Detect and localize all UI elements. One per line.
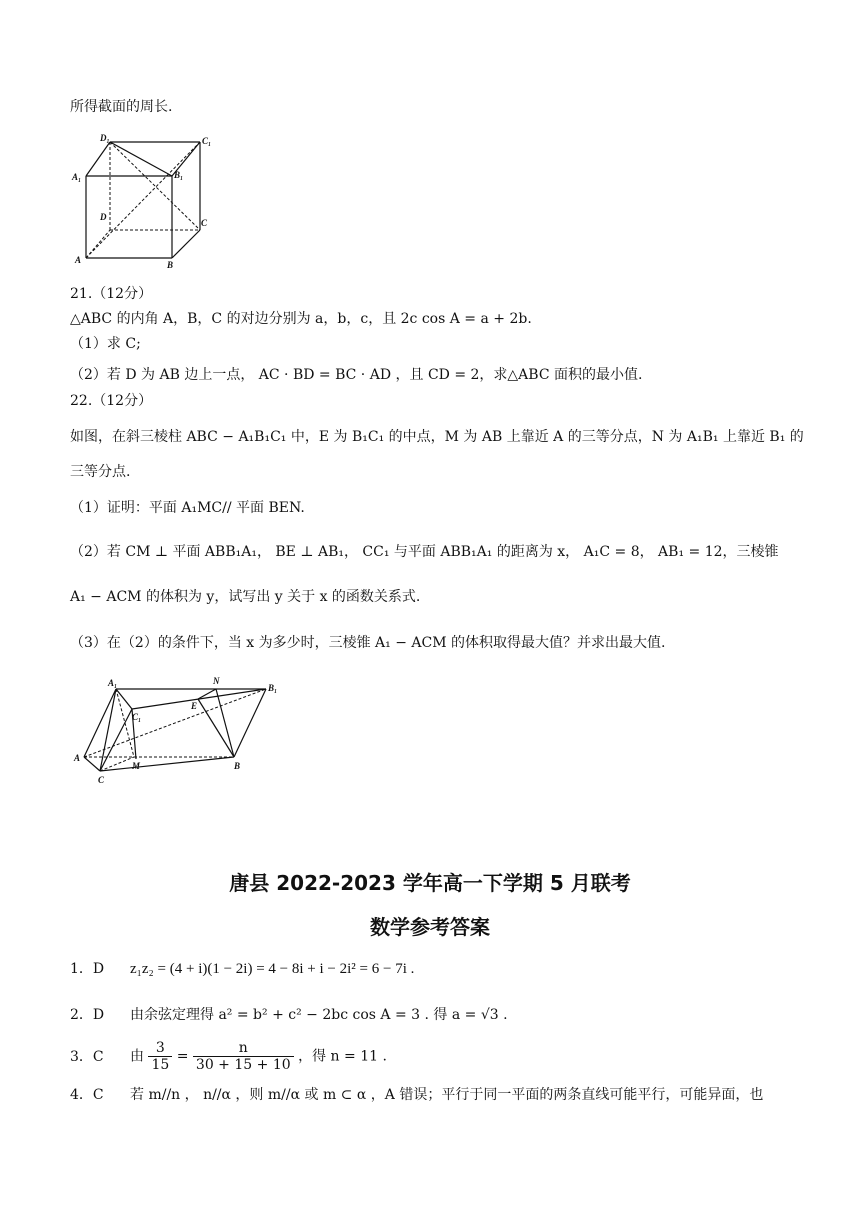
prism-label: C₁ xyxy=(132,712,142,722)
question-stem: △ABC 的内角 A，B，C 的对边分别为 a，b，c，且 2c cos A = a + 2b. xyxy=(70,311,532,327)
prism-label: B₁ xyxy=(268,683,278,693)
answer-text: 若 m//n ， n//α ，则 m//α 或 m ⊂ α ，A 错误；平行于同一平面的两条直线可能平行，可能异面，也 xyxy=(130,1087,764,1103)
question-stem: 三等分点. xyxy=(70,464,131,480)
prism-label: A₁ xyxy=(108,678,118,688)
cube-label: C₁ xyxy=(202,136,212,146)
question-part: （1）证明：平面 A₁MC// 平面 BEN. xyxy=(70,500,305,516)
prism-label: B xyxy=(234,761,241,771)
prism-label: E xyxy=(191,701,198,711)
fraction: $\frac{n}{30 + 15 + 10}$ xyxy=(193,1040,294,1073)
prism-label: N xyxy=(213,676,220,686)
answer-item xyxy=(70,1085,763,1105)
question-part: （2）若 CM ⊥ 平面 ABB₁A₁， BE ⊥ AB₁， CC₁ 与平面 ABB₁A₁ 的距离为 x， A₁C = 8， AB₁ = 12，三棱锥 xyxy=(70,544,779,560)
cube-label: A₁ xyxy=(72,172,82,182)
cube-label: C xyxy=(201,218,208,228)
answer-text: ，得 n = 11 . xyxy=(298,1048,387,1065)
cube-label: A xyxy=(75,255,82,265)
question-header: 22.（12分） xyxy=(70,393,153,409)
equals-sign: = xyxy=(176,1048,189,1065)
fraction: $\frac{3}{15}$ xyxy=(148,1040,172,1073)
cube-label: D₁ xyxy=(100,133,110,143)
prism-label: A xyxy=(74,753,81,763)
answer-number: 2．D xyxy=(70,1007,105,1023)
answer-title: 唐县 2022-2023 学年高一下学期 5 月联考 xyxy=(229,871,631,895)
question-header: 21.（12分） xyxy=(70,286,153,302)
question-part: A₁ − ACM 的体积为 y，试写出 y 关于 x 的函数关系式. xyxy=(70,589,421,605)
answer-item xyxy=(70,959,414,979)
prism-label: M xyxy=(132,761,141,771)
answer-number: 1．D xyxy=(70,961,105,977)
answer-subtitle: 数学参考答案 xyxy=(370,915,490,939)
answer-item xyxy=(70,1040,387,1073)
cube-label: B₁ xyxy=(174,170,184,180)
cube-label: D xyxy=(100,212,107,222)
text-line: 所得截面的周长. xyxy=(70,99,173,115)
answer-number: 3．C xyxy=(70,1048,104,1065)
question-stem: 如图，在斜三棱柱 ABC − A₁B₁C₁ 中，E 为 B₁C₁ 的中点，M 为 AB 上靠近 A 的三等分点，N 为 A₁B₁ 上靠近 B₁ 的 xyxy=(70,429,804,445)
question-part: （3）在（2）的条件下，当 x 为多少时，三棱锥 A₁ − ACM 的体积取得最大值？并求出最大值. xyxy=(70,635,666,651)
answer-text: z₁z₂ = (4 + i)(1 − 2i) = 4 − 8i + i − 2i² = 6 − 7i . xyxy=(130,961,415,977)
answer-item xyxy=(70,1005,508,1025)
prism-figure xyxy=(70,673,290,788)
answer-text: 由余弦定理得 a² = b² + c² − 2bc cos A = 3 . 得 a = √3 . xyxy=(130,1007,508,1023)
question-part: （2）若 D 为 AB 边上一点， AC · BD = BC · AD ，且 CD = 2，求△ABC 面积的最小值. xyxy=(70,367,643,383)
question-part: （1）求 C; xyxy=(70,336,141,352)
answer-text: 由 xyxy=(130,1048,144,1065)
prism-label: C xyxy=(98,775,105,785)
cube-label: B xyxy=(167,260,174,270)
answer-number: 4．C xyxy=(70,1087,104,1103)
cube-figure xyxy=(70,130,220,270)
